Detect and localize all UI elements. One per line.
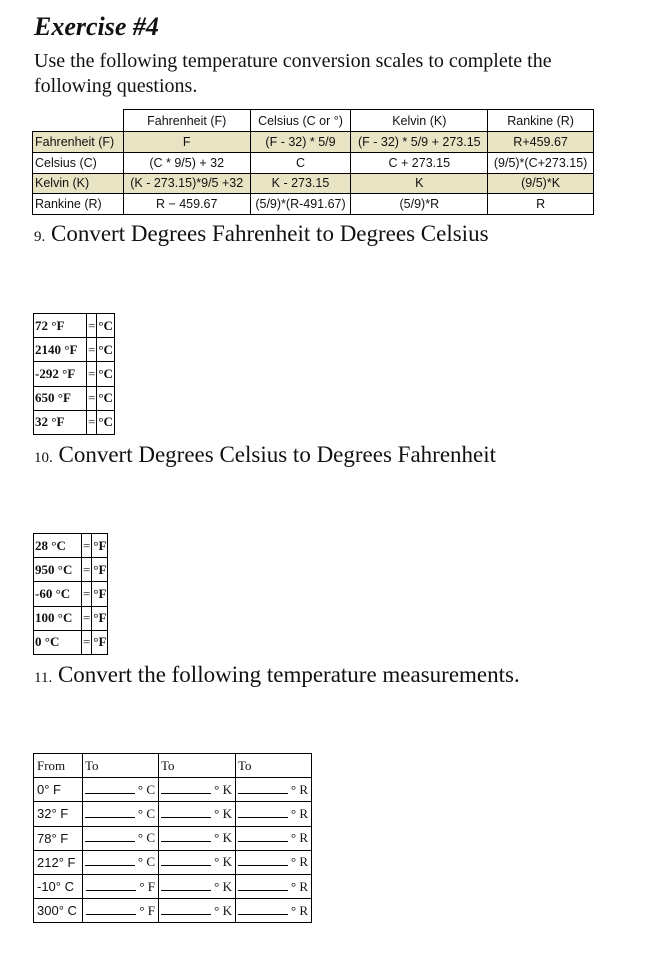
answer-blank[interactable]: ° R — [236, 802, 312, 826]
q9-value: -292 °F — [34, 362, 87, 386]
col-header: Fahrenheit (F) — [123, 110, 250, 132]
formula-cell: (F - 32) * 5/9 — [250, 132, 351, 153]
col-header: Rankine (R) — [488, 110, 594, 132]
corner-cell — [33, 110, 124, 132]
q9-value: 650 °F — [34, 386, 87, 410]
answer-unit[interactable]: °F — [92, 582, 108, 606]
answer-blank[interactable]: ° F — [83, 899, 159, 923]
row-header: Celsius (C) — [33, 152, 124, 173]
table-row — [34, 558, 108, 582]
formula-cell: F — [123, 132, 250, 153]
answer-unit[interactable]: °C — [97, 338, 115, 362]
formula-cell: R − 459.67 — [123, 194, 250, 215]
from-value: 0° F — [34, 778, 83, 802]
formula-cell: K - 273.15 — [250, 173, 351, 194]
formula-cell: (9/5)*K — [488, 173, 594, 194]
equals-sign: = — [87, 338, 97, 362]
q11-header-row — [34, 754, 312, 778]
answer-blank[interactable]: ° R — [236, 826, 312, 850]
formula-cell: R — [488, 194, 594, 215]
table-row — [34, 850, 312, 874]
from-value: 300° C — [34, 899, 83, 923]
equals-sign: = — [87, 314, 97, 338]
q9-value: 72 °F — [34, 314, 87, 338]
table-row — [34, 606, 108, 630]
table-row — [34, 338, 115, 362]
q10-heading — [34, 442, 496, 468]
answer-blank[interactable]: ° K — [159, 802, 236, 826]
equals-sign: = — [87, 386, 97, 410]
q9-value: 2140 °F — [34, 338, 87, 362]
q10-value: 100 °C — [34, 606, 82, 630]
formula-cell: K — [351, 173, 488, 194]
table-row — [34, 778, 312, 802]
col-header: To — [236, 754, 312, 778]
equals-sign: = — [82, 630, 92, 654]
conversion-header-row — [33, 110, 594, 132]
q10-text: Convert Degrees Celsius to Degrees Fahrenheit — [58, 442, 497, 467]
q11-number: 11. — [34, 670, 53, 686]
answer-unit[interactable]: °F — [92, 558, 108, 582]
formula-cell: (K - 273.15)*9/5 +32 — [123, 173, 250, 194]
q10-table — [33, 533, 108, 655]
col-header: To — [83, 754, 159, 778]
answer-blank[interactable]: ° C — [83, 778, 159, 802]
formula-cell: R+459.67 — [488, 132, 594, 153]
answer-blank[interactable]: ° K — [159, 826, 236, 850]
q11-text: Convert the following temperature measurements. — [57, 662, 520, 687]
col-header: From — [34, 754, 83, 778]
answer-blank[interactable]: ° R — [236, 874, 312, 898]
q10-value: 28 °C — [34, 534, 82, 558]
q9-number: 9. — [34, 229, 46, 245]
q9-text: Convert Degrees Fahrenheit to Degrees Celsius — [51, 221, 489, 246]
from-value: 78° F — [34, 826, 83, 850]
equals-sign: = — [82, 534, 92, 558]
answer-blank[interactable]: ° R — [236, 850, 312, 874]
equals-sign: = — [87, 362, 97, 386]
table-row — [34, 582, 108, 606]
equals-sign: = — [82, 606, 92, 630]
answer-unit[interactable]: °F — [92, 534, 108, 558]
answer-blank[interactable]: ° R — [236, 778, 312, 802]
answer-unit[interactable]: °C — [97, 362, 115, 386]
conversion-row — [33, 132, 594, 153]
table-row — [34, 410, 115, 434]
answer-blank[interactable]: ° K — [159, 899, 236, 923]
answer-unit[interactable]: °C — [97, 386, 115, 410]
from-value: 32° F — [34, 802, 83, 826]
q9-table — [33, 313, 115, 435]
equals-sign: = — [82, 558, 92, 582]
answer-blank[interactable]: ° C — [83, 850, 159, 874]
from-value: 212° F — [34, 850, 83, 874]
q11-table — [33, 753, 312, 923]
q10-value: 950 °C — [34, 558, 82, 582]
answer-blank[interactable]: ° C — [83, 802, 159, 826]
formula-cell: C + 273.15 — [351, 152, 488, 173]
answer-blank[interactable]: ° R — [236, 899, 312, 923]
q11-heading — [34, 662, 520, 688]
q10-number: 10. — [34, 450, 53, 466]
answer-blank[interactable]: ° C — [83, 826, 159, 850]
answer-unit[interactable]: °F — [92, 606, 108, 630]
exercise-title: Exercise #4 — [34, 12, 159, 41]
answer-blank[interactable]: ° F — [83, 874, 159, 898]
table-row — [34, 362, 115, 386]
q10-value: 0 °C — [34, 630, 82, 654]
col-header: Kelvin (K) — [351, 110, 488, 132]
formula-cell: (F - 32) * 5/9 + 273.15 — [351, 132, 488, 153]
table-row — [34, 899, 312, 923]
formula-cell: (9/5)*(C+273.15) — [488, 152, 594, 173]
from-value: -10° C — [34, 874, 83, 898]
conversion-row — [33, 173, 594, 194]
row-header: Fahrenheit (F) — [33, 132, 124, 153]
answer-unit[interactable]: °C — [97, 314, 115, 338]
table-row — [34, 874, 312, 898]
table-row — [34, 802, 312, 826]
answer-unit[interactable]: °C — [97, 410, 115, 434]
table-row — [34, 534, 108, 558]
answer-blank[interactable]: ° K — [159, 850, 236, 874]
formula-cell: (C * 9/5) + 32 — [123, 152, 250, 173]
table-row — [34, 386, 115, 410]
answer-blank[interactable]: ° K — [159, 874, 236, 898]
col-header: To — [159, 754, 236, 778]
col-header: Celsius (C or °) — [250, 110, 351, 132]
row-header: Kelvin (K) — [33, 173, 124, 194]
intro-text: Use the following temperature conversion scales to complete the following questions. — [34, 50, 552, 97]
formula-cell: C — [250, 152, 351, 173]
equals-sign: = — [82, 582, 92, 606]
equals-sign: = — [87, 410, 97, 434]
answer-blank[interactable]: ° K — [159, 778, 236, 802]
table-row — [34, 630, 108, 654]
conversion-row — [33, 194, 594, 215]
q10-value: -60 °C — [34, 582, 82, 606]
table-row — [34, 826, 312, 850]
q9-value: 32 °F — [34, 410, 87, 434]
table-row — [34, 314, 115, 338]
answer-unit[interactable]: °F — [92, 630, 108, 654]
row-header: Rankine (R) — [33, 194, 124, 215]
conversion-row — [33, 152, 594, 173]
conversion-table — [32, 109, 594, 215]
formula-cell: (5/9)*(R-491.67) — [250, 194, 351, 215]
formula-cell: (5/9)*R — [351, 194, 488, 215]
q9-heading — [34, 221, 489, 247]
